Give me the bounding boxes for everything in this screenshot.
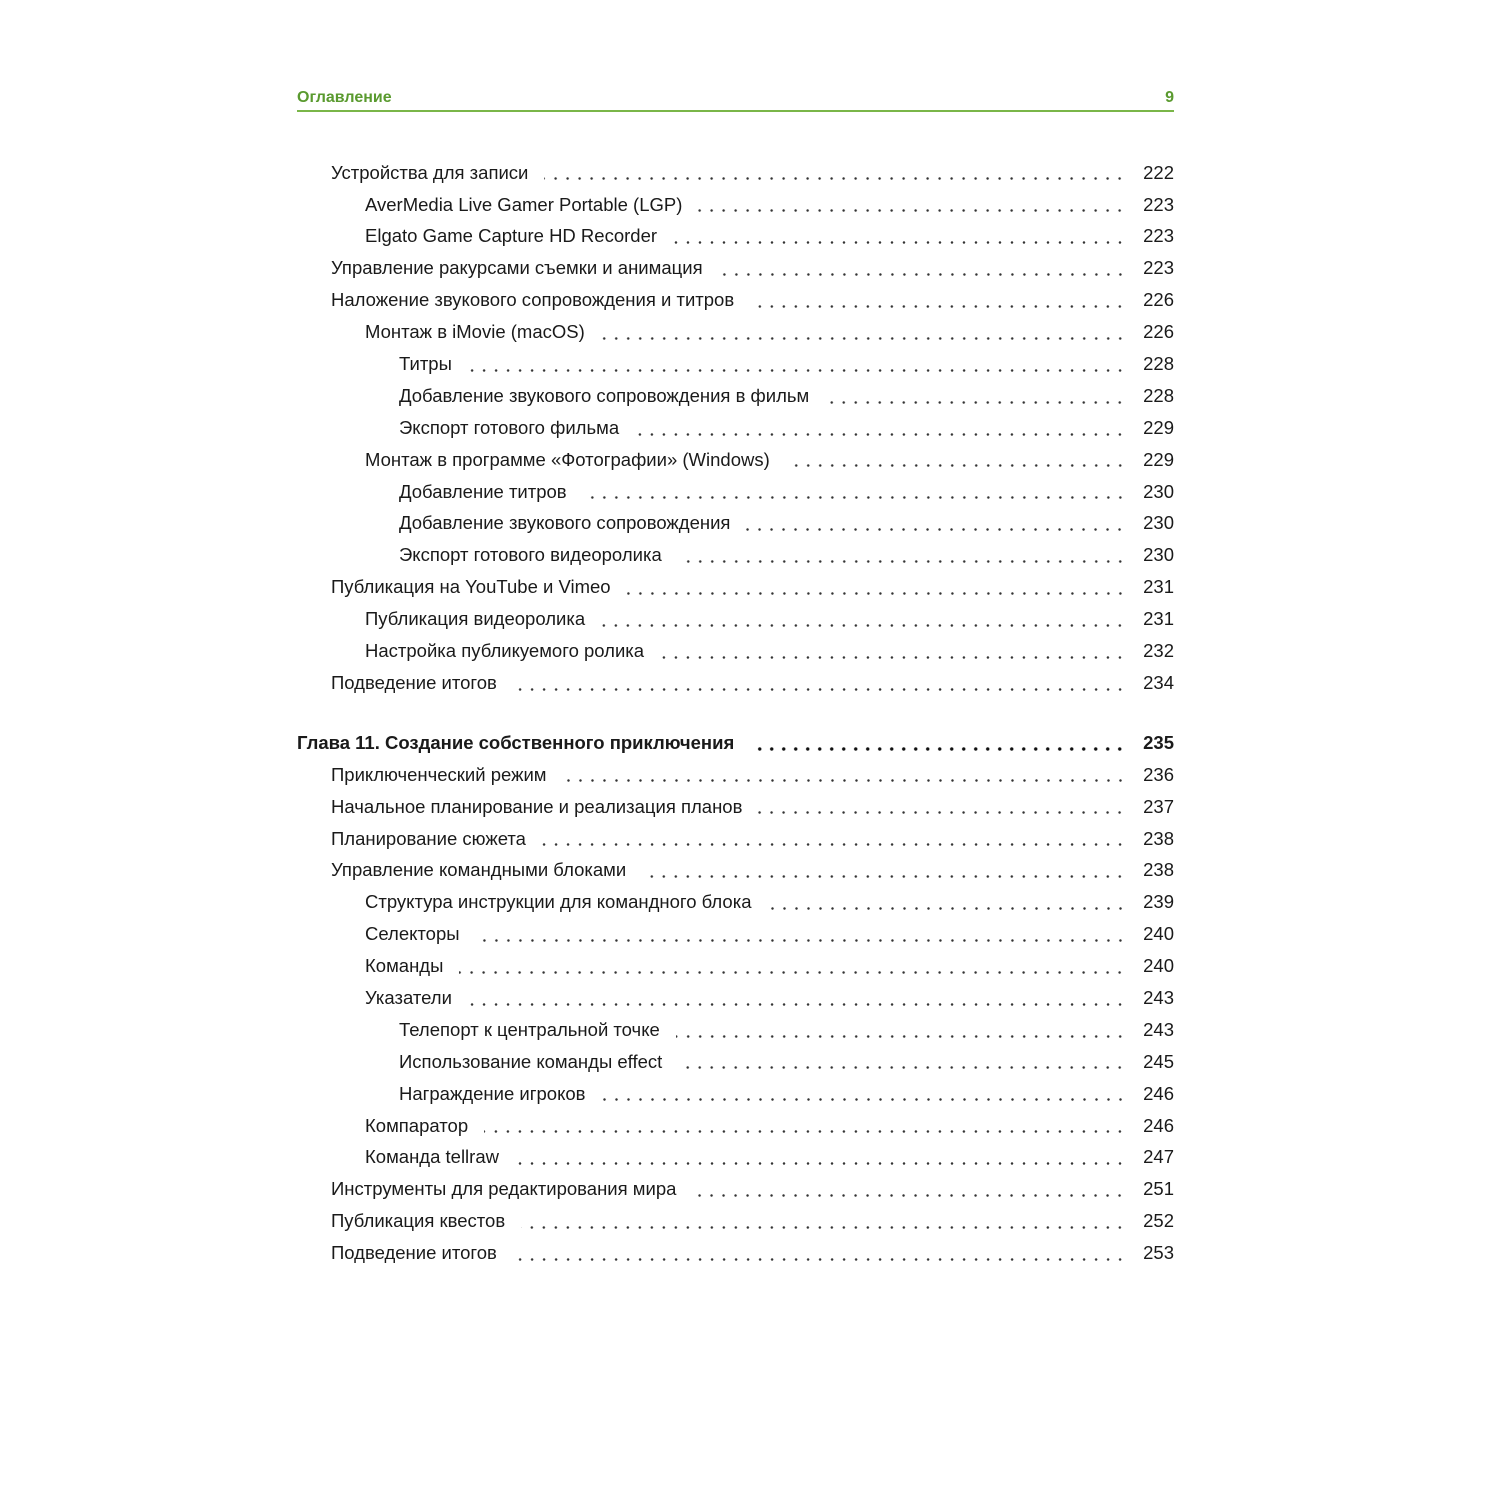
- toc-entry: [297, 412, 1174, 444]
- toc-entry-title: Подведение итогов: [331, 1242, 497, 1264]
- dot-leader: [459, 971, 1126, 974]
- toc-entry-title: Наложение звукового сопровождения и титров: [331, 289, 735, 311]
- dot-leader: [758, 811, 1126, 814]
- toc-entry-page: 247: [1143, 1146, 1174, 1168]
- toc-entry-title: Титры: [399, 353, 452, 375]
- dot-leader: [627, 592, 1126, 595]
- toc-entry-title: Глава 11. Создание собственного приключения: [297, 731, 735, 753]
- toc-entry-page: 240: [1143, 923, 1174, 945]
- toc-entry: [297, 635, 1174, 667]
- toc-entry-page: 253: [1143, 1242, 1174, 1264]
- dot-leader: [768, 907, 1127, 910]
- running-header: [297, 84, 1174, 112]
- toc-entry: [297, 221, 1174, 253]
- toc-entry-page: 239: [1143, 891, 1174, 913]
- dot-leader: [468, 1003, 1126, 1006]
- toc-entry: [297, 285, 1174, 317]
- toc-entry-title: Добавление звукового сопровождения: [399, 512, 731, 534]
- toc-entry-title: Награждение игроков: [399, 1082, 586, 1104]
- toc-entry-title: Добавление звукового сопровождения в фильм: [399, 384, 810, 406]
- toc-entry-title: Телепорт к центральной точке: [399, 1018, 660, 1040]
- dot-leader: [521, 1226, 1126, 1229]
- toc-entry-page: 243: [1143, 986, 1174, 1008]
- toc-entry-title: Использование команды effect: [399, 1050, 663, 1072]
- dot-leader: [484, 1130, 1126, 1133]
- toc-entry-page: 231: [1143, 608, 1174, 630]
- dot-leader: [513, 688, 1126, 691]
- toc-entry-page: 223: [1143, 225, 1174, 247]
- toc-entry: [297, 667, 1174, 699]
- dot-leader: [750, 305, 1126, 308]
- toc-entry-page: 237: [1143, 795, 1174, 817]
- toc-entry-page: 251: [1143, 1178, 1174, 1200]
- dot-leader: [676, 1035, 1126, 1038]
- toc-entry: [297, 157, 1174, 189]
- dot-leader: [692, 1194, 1126, 1197]
- toc-entry: [297, 253, 1174, 285]
- toc-entry: [297, 1014, 1174, 1046]
- toc-entry-page: 226: [1143, 289, 1174, 311]
- dot-leader: [660, 656, 1126, 659]
- toc-entry-title: Монтаж в iMovie (macOS): [365, 321, 585, 343]
- dot-leader: [825, 401, 1126, 404]
- toc-entry-title: Планирование сюжета: [331, 827, 526, 849]
- toc-entry-title: Публикация видеоролика: [365, 608, 586, 630]
- toc-entry-title: Указатели: [365, 986, 452, 1008]
- toc-entry: [297, 1174, 1174, 1206]
- dot-leader: [673, 241, 1126, 244]
- toc-entry: [297, 476, 1174, 508]
- dot-leader: [786, 464, 1126, 467]
- toc-entry: [297, 759, 1174, 791]
- toc-entry-page: 229: [1143, 416, 1174, 438]
- toc-entry-page: 246: [1143, 1082, 1174, 1104]
- dot-leader: [678, 1066, 1126, 1069]
- dot-leader: [563, 779, 1126, 782]
- toc-entry-title: Добавление титров: [399, 480, 567, 502]
- toc-entry: [297, 1110, 1174, 1142]
- dot-leader: [635, 433, 1126, 436]
- dot-leader: [542, 843, 1126, 846]
- toc-entry-page: 245: [1143, 1050, 1174, 1072]
- toc-entry: [297, 982, 1174, 1014]
- toc-entry: [297, 508, 1174, 540]
- dot-leader: [601, 337, 1126, 340]
- dot-leader: [513, 1258, 1126, 1261]
- toc-entry-title: Селекторы: [365, 923, 460, 945]
- toc-entry-page: 238: [1143, 859, 1174, 881]
- toc-entry: [297, 950, 1174, 982]
- toc-entry: [297, 791, 1174, 823]
- toc-entry-page: 226: [1143, 321, 1174, 343]
- toc-entry: [297, 887, 1174, 919]
- toc-entry-page: 230: [1143, 480, 1174, 502]
- toc-entry-page: 243: [1143, 1018, 1174, 1040]
- toc-entry-title: Публикация на YouTube и Vimeo: [331, 576, 611, 598]
- toc-entry-page: 223: [1143, 257, 1174, 279]
- toc-entry: [297, 189, 1174, 221]
- dot-leader: [698, 209, 1126, 212]
- toc-entry: [297, 380, 1174, 412]
- toc-entry-title: Команды: [365, 955, 444, 977]
- toc-entry-title: Экспорт готового фильма: [399, 416, 620, 438]
- toc-entry-title: Команда tellraw: [365, 1146, 499, 1168]
- dot-leader: [601, 624, 1126, 627]
- toc-entry: [297, 1206, 1174, 1238]
- dot-leader: [544, 177, 1126, 180]
- toc-entry-title: Экспорт готового видеоролика: [399, 544, 662, 566]
- toc-entry-page: 223: [1143, 193, 1174, 215]
- toc-entry: [297, 444, 1174, 476]
- toc-entry: [297, 918, 1174, 950]
- toc-entry-page: 229: [1143, 448, 1174, 470]
- toc-entry-title: Устройства для записи: [331, 161, 529, 183]
- dot-leader: [678, 560, 1126, 563]
- dot-leader: [468, 369, 1126, 372]
- dot-leader: [583, 496, 1126, 499]
- toc-entry: [297, 540, 1174, 572]
- toc-entry-title: Управление командными блоками: [331, 859, 627, 881]
- toc-entry-page: 235: [1143, 731, 1174, 753]
- toc-entry-title: Приключенческий режим: [331, 763, 547, 785]
- toc-entry-page: 230: [1143, 544, 1174, 566]
- toc-entry-page: 230: [1143, 512, 1174, 534]
- toc-chapter-entry: [297, 727, 1174, 759]
- toc-entry-page: 252: [1143, 1210, 1174, 1232]
- toc-entry: [297, 1046, 1174, 1078]
- toc-entry-page: 238: [1143, 827, 1174, 849]
- toc-entry: [297, 316, 1174, 348]
- header-rule: [297, 110, 1174, 112]
- toc-entry-page: 231: [1143, 576, 1174, 598]
- toc-entry-page: 228: [1143, 384, 1174, 406]
- toc-entry-title: Настройка публикуемого ролика: [365, 640, 645, 662]
- toc-entry-title: Компаратор: [365, 1114, 469, 1136]
- table-of-contents: [297, 157, 1174, 1269]
- toc-entry-page: 236: [1143, 763, 1174, 785]
- toc-entry-title: Управление ракурсами съемки и анимация: [331, 257, 703, 279]
- dot-leader: [476, 939, 1126, 942]
- toc-entry: [297, 1237, 1174, 1269]
- toc-entry-page: 222: [1143, 161, 1174, 183]
- toc-entry-page: 228: [1143, 353, 1174, 375]
- toc-entry: [297, 572, 1174, 604]
- toc-entry-title: Структура инструкции для командного блока: [365, 891, 752, 913]
- toc-entry: [297, 1078, 1174, 1110]
- toc-entry-page: 240: [1143, 955, 1174, 977]
- toc-entry-page: 234: [1143, 671, 1174, 693]
- dot-leader: [750, 747, 1126, 751]
- dot-leader: [719, 273, 1126, 276]
- toc-entry-page: 232: [1143, 640, 1174, 662]
- toc-entry-title: Монтаж в программе «Фотографии» (Windows): [365, 448, 770, 470]
- toc-entry: [297, 823, 1174, 855]
- toc-entry: [297, 1142, 1174, 1174]
- toc-entry-title: Начальное планирование и реализация планов: [331, 795, 743, 817]
- toc-entry-title: Инструменты для редактирования мира: [331, 1178, 677, 1200]
- toc-entry-title: Публикация квестов: [331, 1210, 506, 1232]
- toc-entry-page: 246: [1143, 1114, 1174, 1136]
- toc-entry: [297, 348, 1174, 380]
- page-number: 9: [1165, 89, 1174, 106]
- toc-entry: [297, 603, 1174, 635]
- toc-entry-title: AverMedia Live Gamer Portable (LGP): [365, 193, 683, 215]
- toc-entry: [297, 855, 1174, 887]
- dot-leader: [746, 528, 1126, 531]
- toc-entry-title: Elgato Game Capture HD Recorder: [365, 225, 658, 247]
- toc-entry-title: Подведение итогов: [331, 671, 497, 693]
- dot-leader: [515, 1162, 1126, 1165]
- dot-leader: [642, 875, 1126, 878]
- dot-leader: [602, 1098, 1127, 1101]
- running-header-title: Оглавление: [297, 89, 392, 106]
